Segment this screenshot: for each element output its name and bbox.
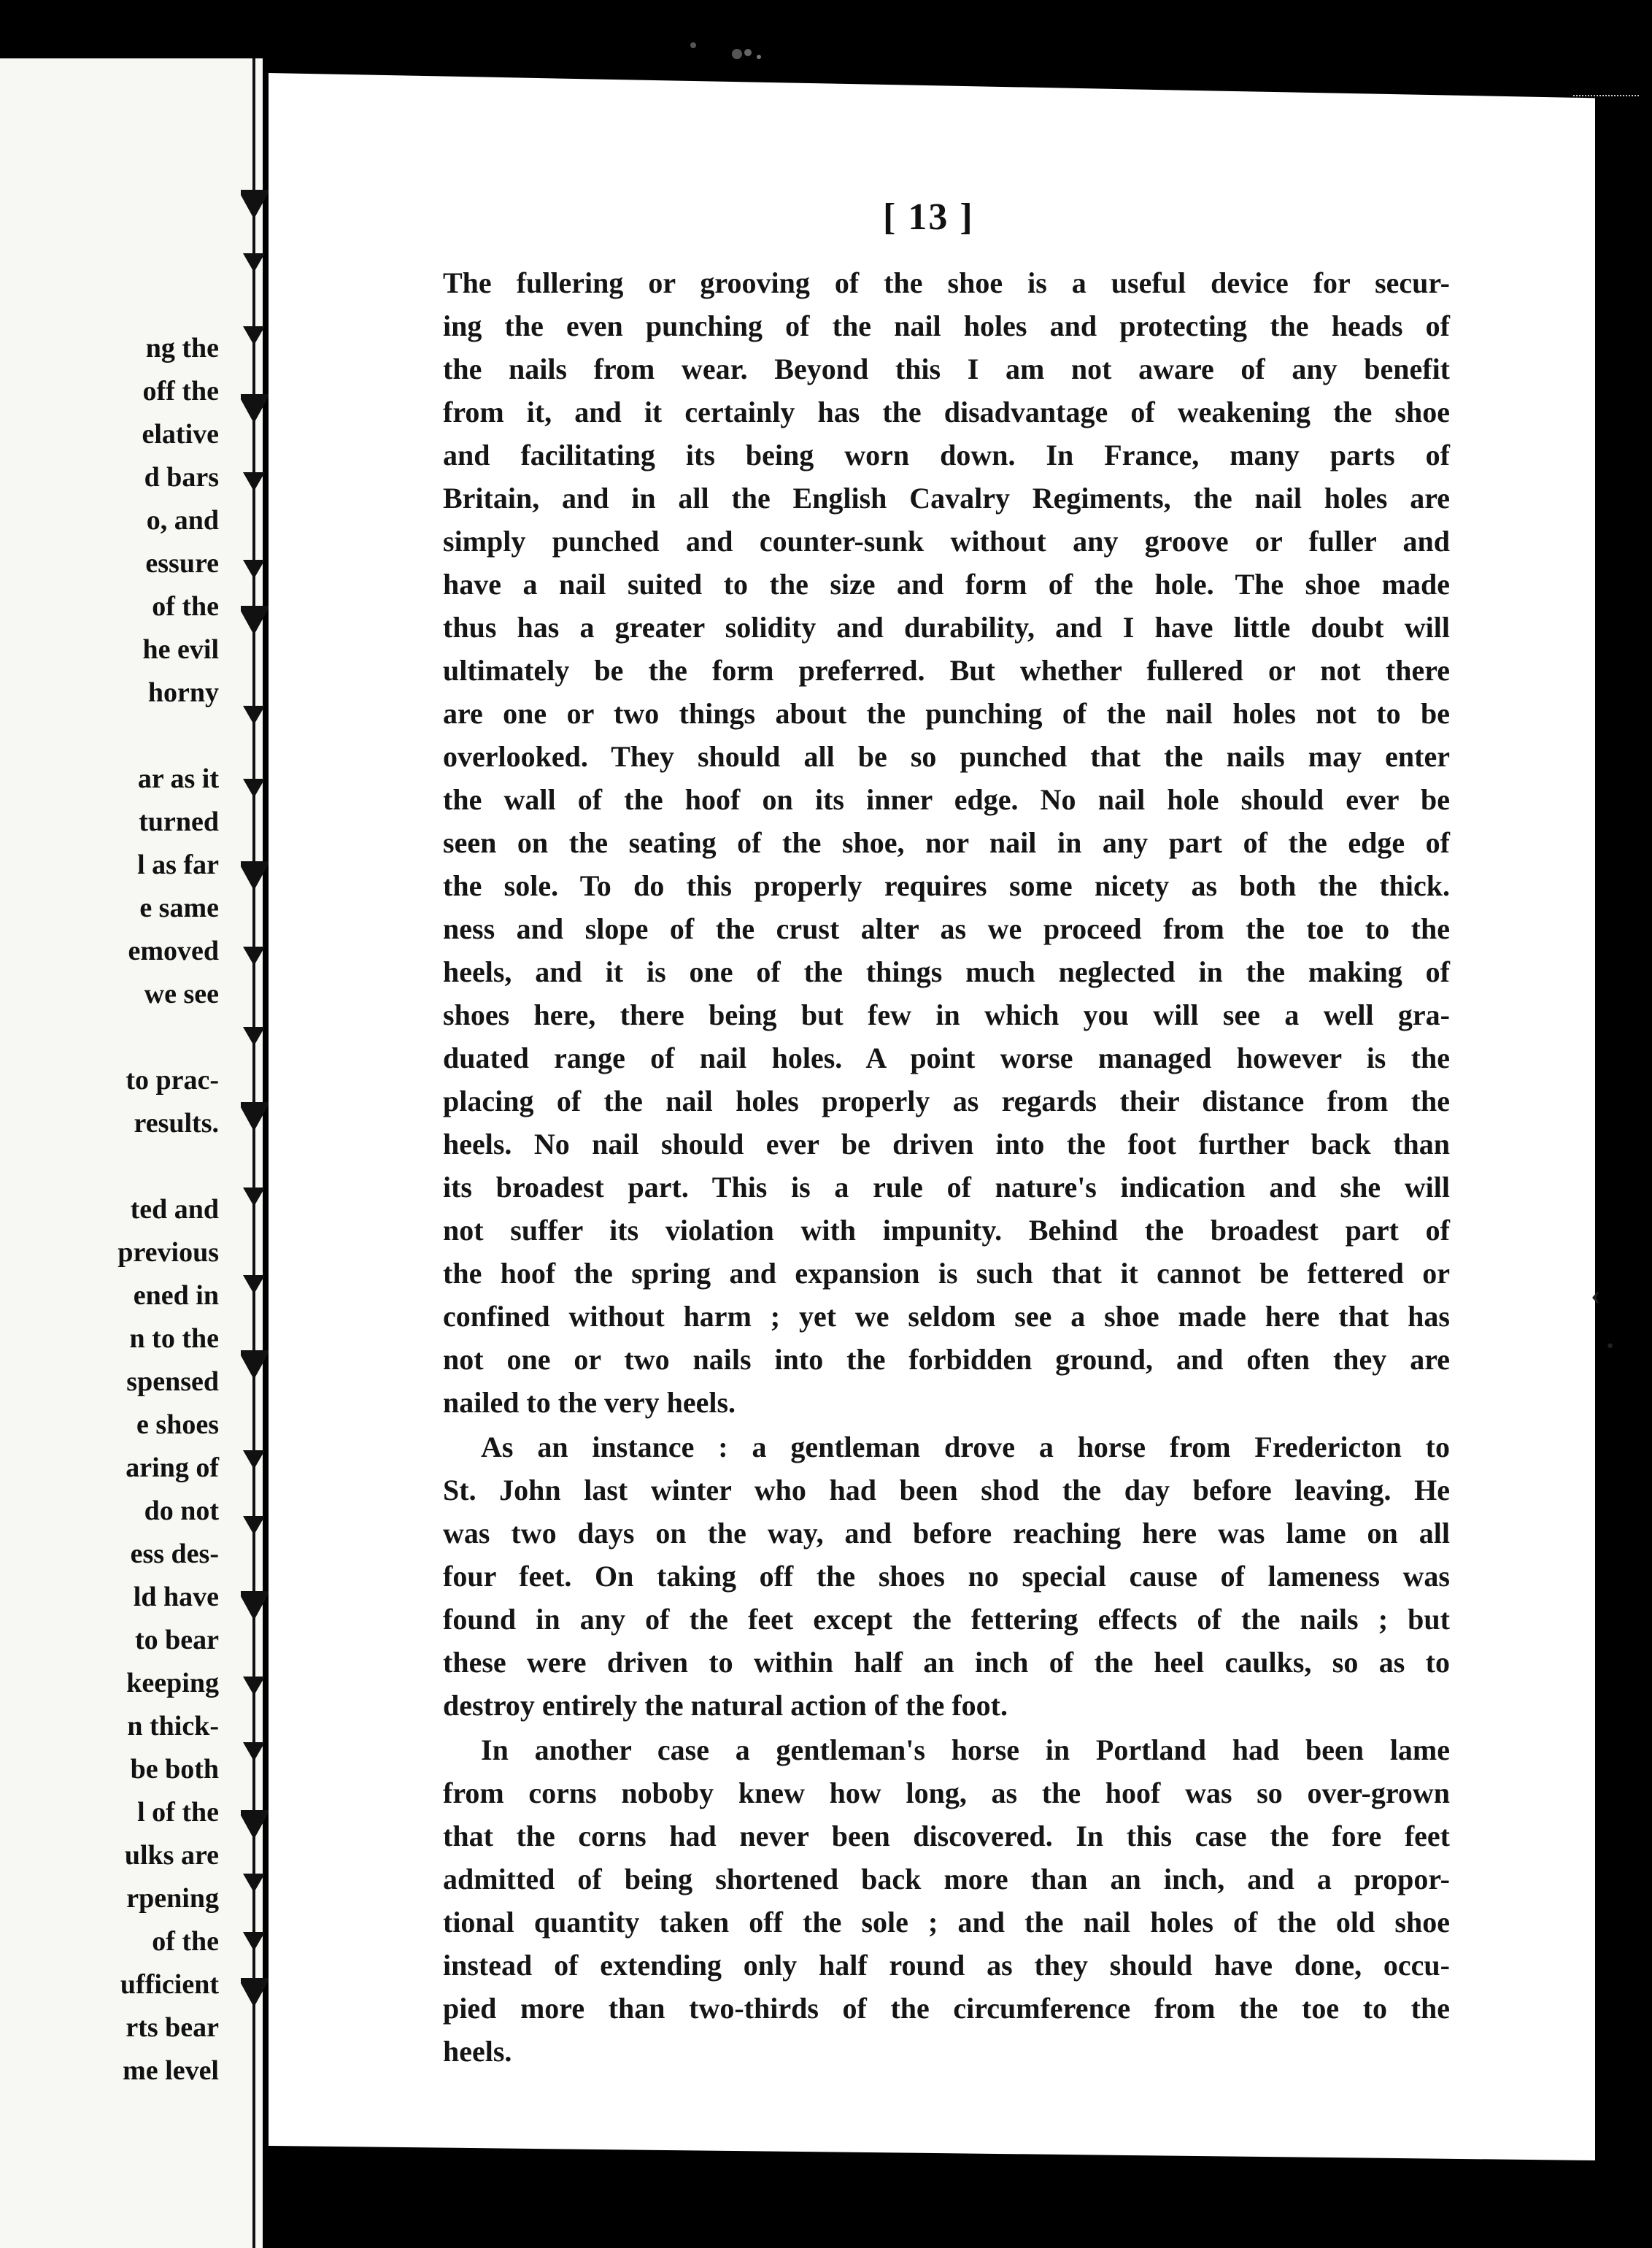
left-page-line: elative <box>142 419 219 450</box>
text-line: ultimately be the form preferred. But whether fullered or not there <box>443 654 1450 687</box>
left-page-line: rts bear <box>126 2012 219 2043</box>
binding-stitch <box>243 1677 265 1695</box>
left-page-line: ng the <box>145 333 219 363</box>
paragraph <box>443 261 1450 1424</box>
binding-stitch <box>243 1932 265 1951</box>
left-page-line: ld have <box>133 1582 219 1612</box>
left-page-line: l as far <box>137 850 219 880</box>
binding-stitch <box>243 1874 265 1893</box>
left-page-line: spensed <box>126 1366 219 1397</box>
left-page-line: o, and <box>146 505 219 536</box>
text-line: admitted of being shortened back more than an inch, and a propor- <box>443 1863 1450 1895</box>
binding-stitch <box>241 1591 270 1620</box>
left-page-line: we see <box>144 979 219 1009</box>
binding-stitch <box>243 1516 265 1535</box>
left-page-line: ted and <box>130 1194 219 1225</box>
margin-mark: · <box>1605 1329 1616 1362</box>
text-line: duated range of nail holes. A point worse managed however is the <box>443 1042 1450 1074</box>
text-line: St. John last winter who had been shod the day before leaving. He <box>443 1474 1450 1506</box>
text-line: was two days on the way, and before reaching here was lame on all <box>443 1517 1450 1550</box>
left-page-line: of the <box>152 1926 219 1957</box>
text-line: ness and slope of the crust alter as we proceed from the toe to the <box>443 912 1450 945</box>
left-page-line: he evil <box>142 634 219 665</box>
binding-stitch <box>243 947 265 966</box>
text-line: the nails from wear. Beyond this I am not aware of any benefit <box>443 353 1450 385</box>
text-line: Britain, and in all the English Cavalry Regiments, the nail holes are <box>443 482 1450 515</box>
binding-stitch <box>243 253 265 272</box>
text-line: tional quantity taken off the sole ; and the nail holes of the old shoe <box>443 1906 1450 1939</box>
text-line: ing the even punching of the nail holes and protecting the heads of <box>443 309 1450 342</box>
text-line: In another case a gentleman's horse in Portland had been lame <box>481 1733 1450 1766</box>
left-page-line: emoved <box>128 936 219 966</box>
left-page-line: off the <box>142 376 219 407</box>
text-line: have a nail suited to the size and form of the hole. The shoe made <box>443 568 1450 601</box>
text-line: heels. <box>443 2035 512 2068</box>
left-page-line: turned <box>139 807 219 837</box>
left-page-line: n to the <box>129 1323 219 1354</box>
binding-stitch <box>241 394 270 423</box>
binding-stitch <box>243 779 265 798</box>
binding-stitch <box>243 326 265 345</box>
text-line: from it, and it certainly has the disadvantage of weakening the shoe <box>443 396 1450 428</box>
text-line: simply punched and counter-sunk without any groove or fuller and <box>443 525 1450 558</box>
left-page-line: e shoes <box>136 1409 219 1440</box>
text-line: found in any of the feet except the fettering effects of the nails ; but <box>443 1603 1450 1636</box>
text-line: are one or two things about the punching of the nail holes not to be <box>443 697 1450 730</box>
text-line: destroy entirely the natural action of the foot. <box>443 1689 1008 1722</box>
margin-mark: ‹ <box>1591 1278 1601 1311</box>
text-line: shoes here, there being but few in which you will see a well gra- <box>443 998 1450 1031</box>
text-line: the sole. To do this properly requires some nicety as both the thick. <box>443 869 1450 902</box>
text-line: these were driven to within half an inch of the heel caulks, so as to <box>443 1646 1450 1679</box>
text-line: overlooked. They should all be so punched that the nails may enter <box>443 740 1450 773</box>
text-line: heels, and it is one of the things much neglected in the making of <box>443 955 1450 988</box>
left-page-line: previous <box>117 1237 219 1268</box>
text-line: four feet. On taking off the shoes no special cause of lameness was <box>443 1560 1450 1593</box>
text-line: from corns noboby knew how long, as the hoof was so over-grown <box>443 1777 1450 1809</box>
left-page-line: aring of <box>126 1452 219 1483</box>
text-line: nailed to the very heels. <box>443 1386 736 1419</box>
text-line: its broadest part. This is a rule of nature's indication and she will <box>443 1171 1450 1204</box>
left-page-line: rpening <box>126 1883 219 1914</box>
left-page-line: horny <box>147 677 219 708</box>
binding-stitch <box>243 1742 265 1761</box>
body-text <box>443 261 1450 2073</box>
binding-stitch <box>243 706 265 725</box>
binding-stitch <box>243 1450 265 1469</box>
text-line: As an instance : a gentleman drove a horse from Fredericton to <box>481 1431 1450 1463</box>
text-line: seen on the seating of the shoe, nor nail in any part of the edge of <box>443 826 1450 859</box>
left-page-line: to prac- <box>126 1065 219 1096</box>
left-page-line: ened in <box>133 1280 219 1311</box>
binding-stitch <box>243 1275 265 1294</box>
text-line: not one or two nails into the forbidden ground, and often they are <box>443 1343 1450 1376</box>
text-line: The fullering or grooving of the shoe is a useful device for secur- <box>443 266 1450 299</box>
left-page-line: l of the <box>137 1797 219 1828</box>
text-line: the wall of the hoof on its inner edge. No nail hole should ever be <box>443 783 1450 816</box>
top-smudge-mark <box>686 38 795 67</box>
left-page-line: keeping <box>126 1668 219 1698</box>
left-page-line: be both <box>130 1754 219 1785</box>
binding-stitch <box>241 1102 270 1131</box>
left-page-line: n thick- <box>127 1711 219 1741</box>
text-line: and facilitating its being worn down. In France, many parts of <box>443 439 1450 471</box>
left-page-line: to bear <box>134 1625 219 1655</box>
text-line: thus has a greater solidity and durability, and I have little doubt will <box>443 611 1450 644</box>
binding-stitch <box>241 606 270 635</box>
left-page-line: do not <box>144 1496 219 1526</box>
paragraph <box>443 1425 1450 1727</box>
text-line: the hoof the spring and expansion is such that it cannot be fettered or <box>443 1257 1450 1290</box>
left-page-line: ess des- <box>130 1539 219 1569</box>
binding-stitch <box>241 1978 270 2007</box>
binding-stitch <box>243 472 265 491</box>
binding-stitch <box>241 861 270 890</box>
binding-stitch <box>243 1027 265 1046</box>
left-page-line: ulks are <box>124 1840 219 1871</box>
binding-stitch <box>243 1187 265 1206</box>
left-page-line: ufficient <box>120 1969 219 2000</box>
left-page-line: me level <box>123 2055 219 2086</box>
paragraph <box>443 1728 1450 2073</box>
text-line: pied more than two-thirds of the circumference from the toe to the <box>443 1992 1450 2025</box>
page-number: [ 13 ] <box>883 196 974 238</box>
left-page-line: e same <box>139 893 219 923</box>
text-line: that the corns had never been discovered. In this case the fore feet <box>443 1820 1450 1852</box>
left-page-line: essure <box>145 548 219 579</box>
text-line: placing of the nail holes properly as regards their distance from the <box>443 1085 1450 1117</box>
text-line: confined without harm ; yet we seldom see a shoe made here that has <box>443 1300 1450 1333</box>
left-page-line: of the <box>152 591 219 622</box>
binding-stitch <box>241 1350 270 1379</box>
text-line: instead of extending only half round as they should have done, occu- <box>443 1949 1450 1982</box>
left-page-fragment <box>0 58 263 2248</box>
left-page-line: ar as it <box>137 763 219 794</box>
binding-stitch <box>243 560 265 579</box>
left-page-line: d bars <box>144 462 219 493</box>
text-line: not suffer its violation with impunity. Behind the broadest part of <box>443 1214 1450 1247</box>
edge-dots <box>1573 95 1639 98</box>
text-line: heels. No nail should ever be driven into the foot further back than <box>443 1128 1450 1160</box>
left-page-line: results. <box>134 1108 219 1139</box>
binding-stitch <box>241 190 270 219</box>
binding-stitch <box>241 1810 270 1839</box>
